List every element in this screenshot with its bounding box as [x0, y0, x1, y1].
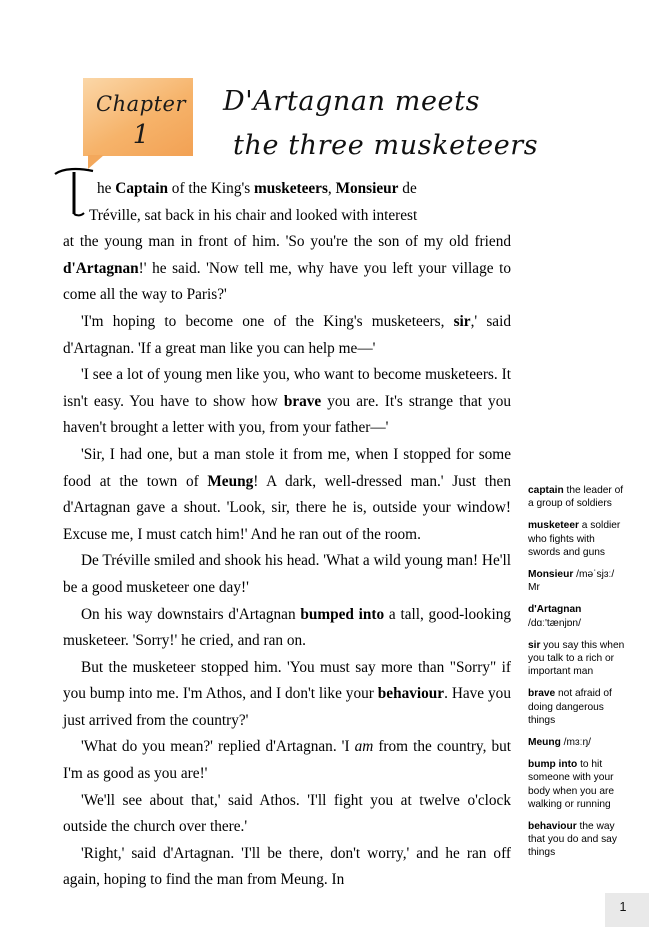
glossary-definition: to hit someone with your body when you are walking or running [528, 759, 615, 810]
glossary-definition: a soldier who fights with swords and guns [528, 520, 621, 558]
glossary-entry [528, 687, 628, 727]
glossary-term: musketeer [528, 520, 579, 532]
glossary-entry [528, 639, 628, 679]
paragraph-1-line-1 [63, 176, 511, 203]
glossary-phonetic: /dɑː'tænjɒn/ [528, 617, 581, 629]
glossary-entry [528, 519, 628, 559]
story-paragraph: 'We'll see about that,' said Athos. 'I'll fight you at twelve o'clock outside the church over there.' [63, 791, 511, 836]
glossary-entry [528, 758, 628, 811]
glossary-definition: you say this when you talk to a rich or important man [528, 639, 625, 678]
glossary-term: brave [528, 688, 556, 700]
glossary-entry [528, 484, 628, 510]
story-paragraph: 'I'm hoping to become one of the King's musketeers, sir,' said d'Artagnan. 'If a great man like you can help me—' [63, 312, 512, 357]
story-paragraph: But the musketeer stopped him. 'You must say more than "Sorry" if you bump into me. I'm Athos, and I don't like your behaviour. Have you just arrived from the country?' [63, 658, 511, 729]
drop-cap-letter-t-icon [53, 166, 99, 218]
story-paragraph: De Tréville smiled and shook his head. 'What a wild young man! He'll be a good musketeer one day!' [63, 552, 511, 596]
glossary-phonetic: /məˈsjɜː/ [573, 569, 615, 581]
glossary-term: sir [528, 639, 541, 651]
glossary-term: bump into [528, 759, 578, 771]
page-number: 1 [619, 900, 627, 914]
glossary-term: behaviour [528, 821, 577, 833]
story-text [63, 176, 511, 894]
chapter-title-line-1: D'Artagnan meets [223, 86, 481, 117]
story-paragraph: On his way downstairs d'Artagnan bumped into a tall, good-looking musketeer. 'Sorry!' he cried, and ran on. [63, 605, 511, 650]
story-paragraph: 'Right,' said d'Artagnan. 'I'll be there, don't worry,' and he ran off again, hoping to find the man from Meung. In [63, 844, 511, 889]
glossary-entry [528, 603, 628, 629]
glossary-definition: the leader of a group of soldiers [528, 485, 624, 510]
chapter-title [223, 80, 539, 168]
first-paragraph-block [63, 176, 511, 309]
glossary-phonetic: /mɜːŋ/ [560, 737, 591, 749]
story-paragraph: 'I see a lot of young men like you, who want to become musketeers. It isn't easy. You have to show how brave you are. It's strange that you haven't brought a letter with you, from your father—' [63, 366, 511, 437]
glossary-entry [528, 568, 628, 594]
para1-line1-text: he Captain of the King's musketeers, Monsieur de [97, 180, 417, 197]
glossary-term: Monsieur [528, 569, 574, 581]
para1-rest-text: at the young man in front of him. 'So you're the son of my old friend d'Artagnan!' he said. 'Now tell me, why have you left your village to come all the way to Paris?' [63, 233, 511, 304]
para1-line2-text: Tréville, sat back in his chair and looked with interest [89, 206, 418, 224]
glossary-entry [528, 736, 628, 749]
glossary-entry [528, 820, 628, 860]
glossary-definition: the way that you do and say things [528, 821, 617, 859]
chapter-number: 1 [132, 120, 150, 150]
paragraph-list [63, 309, 511, 894]
story-paragraph: 'What do you mean?' replied d'Artagnan. 'I am from the country, but I'm as good as you are!' [63, 738, 512, 783]
glossary-sidebar [528, 484, 628, 869]
paragraph-1-rest [63, 229, 511, 309]
glossary-term: Meung [528, 737, 561, 749]
glossary-term: captain [528, 485, 564, 496]
chapter-header [83, 78, 539, 170]
glossary-term: d'Artagnan [528, 604, 582, 616]
chapter-title-line-2: the three musketeers [233, 130, 539, 161]
glossary-definition: Mr [528, 582, 540, 594]
glossary-definition: not afraid of doing dangerous things [528, 688, 612, 726]
paragraph-1-line-2 [63, 203, 511, 230]
chapter-label: Chapter [96, 92, 186, 116]
story-paragraph: 'Sir, I had one, but a man stole it from me, when I stopped for some food at the town of Meung! A dark, well-dressed man.' Just then d'Artagnan gave a shout. 'Look, sir, there he is, outside your window! Excuse me, I must catch him!' And he ran out of the room. [63, 445, 511, 543]
